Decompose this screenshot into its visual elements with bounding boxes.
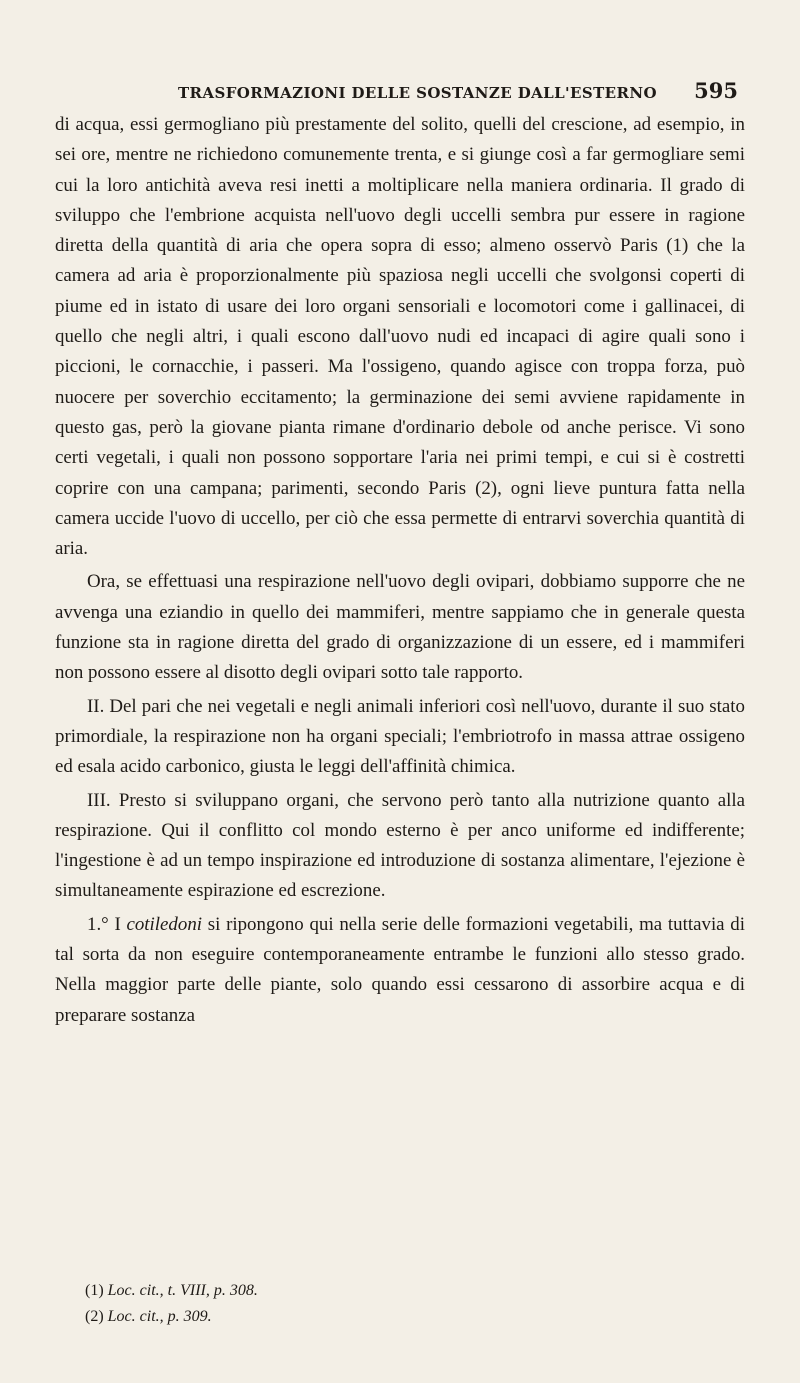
footnote-2-mark: (2) <box>85 1308 104 1325</box>
footnote-1-text: Loc. cit., t. VIII, p. 308. <box>107 1282 258 1299</box>
paragraph-5-rest: si ripongono qui nella serie delle formazioni vegetabili, ma tuttavia di tal sorta da non eseguire contemporaneamente entrambe le funzioni allo stesso grado. Nella maggior parte delle piante, solo quando essi cessarono di assorbire acqua e di preparare sostanza <box>55 913 745 1026</box>
page-number: 595 <box>694 78 738 103</box>
paragraph-5-italic-term: cotiledoni <box>126 913 203 935</box>
footnotes <box>85 1278 685 1330</box>
paragraph-3: II. Del pari che nei vegetali e negli animali inferiori così nell'uovo, durante il suo stato primordiale, la respirazione non ha organi speciali; l'embriotrofo in massa attrae ossigeno ed esala acido carbonico, giusta le leggi dell'affinità chimica. <box>55 695 745 778</box>
paragraph-4: III. Presto si sviluppano organi, che servono però tanto alla nutrizione quanto alla respirazione. Qui il conflitto col mondo esterno è per anco uniforme ed indifferente; l'ingestione è ad un tempo inspirazione ed introduzione di sostanza alimentare, l'ejezione è simultaneamente espirazione ed escrezione. <box>55 789 745 902</box>
paragraph-5 <box>55 910 745 1031</box>
paragraph-2: Ora, se effettuasi una respirazione nell'uovo degli ovipari, dobbiamo supporre che ne avvenga una eziandio in quello dei mammiferi, mentre sappiamo che in generale questa funzione sta in ragione diretta del grado di organizzazione di un essere, ed i mammiferi non possono essere al disotto degli ovipari sotto tale rapporto. <box>55 571 745 684</box>
footnote-1-mark: (1) <box>85 1282 104 1299</box>
footnote-1 <box>85 1278 685 1304</box>
running-head: TRASFORMAZIONI DELLE SOSTANZE DALL'ESTERNO <box>178 84 657 102</box>
page-header <box>88 78 748 112</box>
body-text <box>55 110 745 1031</box>
paragraph-1: di acqua, essi germogliano più prestamente del solito, quelli del crescione, ad esempio, in sei ore, mentre ne richiedono comunemente trenta, e si giunge così a far germogliare semi cui la loro antichità aveva resi inetti a moltiplicare nella maniera ordinaria. Il grado di sviluppo che l'embrione acquista nell'uovo degli uccelli sembra pur essere in ragione diretta della quantità di aria che opera sopra di esso; almeno osservò Paris (1) che la camera ad aria è proporzionalmente più spaziosa negli uccelli che svolgonsi coperti di piume ed in istato di usare dei loro organi sensoriali e locomotori come i gallinacei, di quello che negli altri, i quali escono dall'uovo nudi ed incapaci di agire quali sono i piccioni, le cornacchie, i passeri. Ma l'ossigeno, quando agisce con troppa forza, può nuocere per soverchio eccitamento; la germinazione dei semi avviene rapidamente in questo gas, però la giovane pianta rimane d'ordinario debole od anche perisce. Vi sono certi vegetali, i quali non possono sopportare l'aria nei primi tempi, e cui si è costretti coprire con una campana; parimenti, secondo Paris (2), ogni lieve puntura fatta nella camera uccide l'uovo di uccello, per ciò che essa permette di entrarvi soverchia quantità di aria. <box>55 114 745 560</box>
footnote-2-text: Loc. cit., p. 309. <box>107 1308 212 1325</box>
footnote-2 <box>85 1304 685 1330</box>
paragraph-5-lead: 1.° I <box>87 913 127 935</box>
